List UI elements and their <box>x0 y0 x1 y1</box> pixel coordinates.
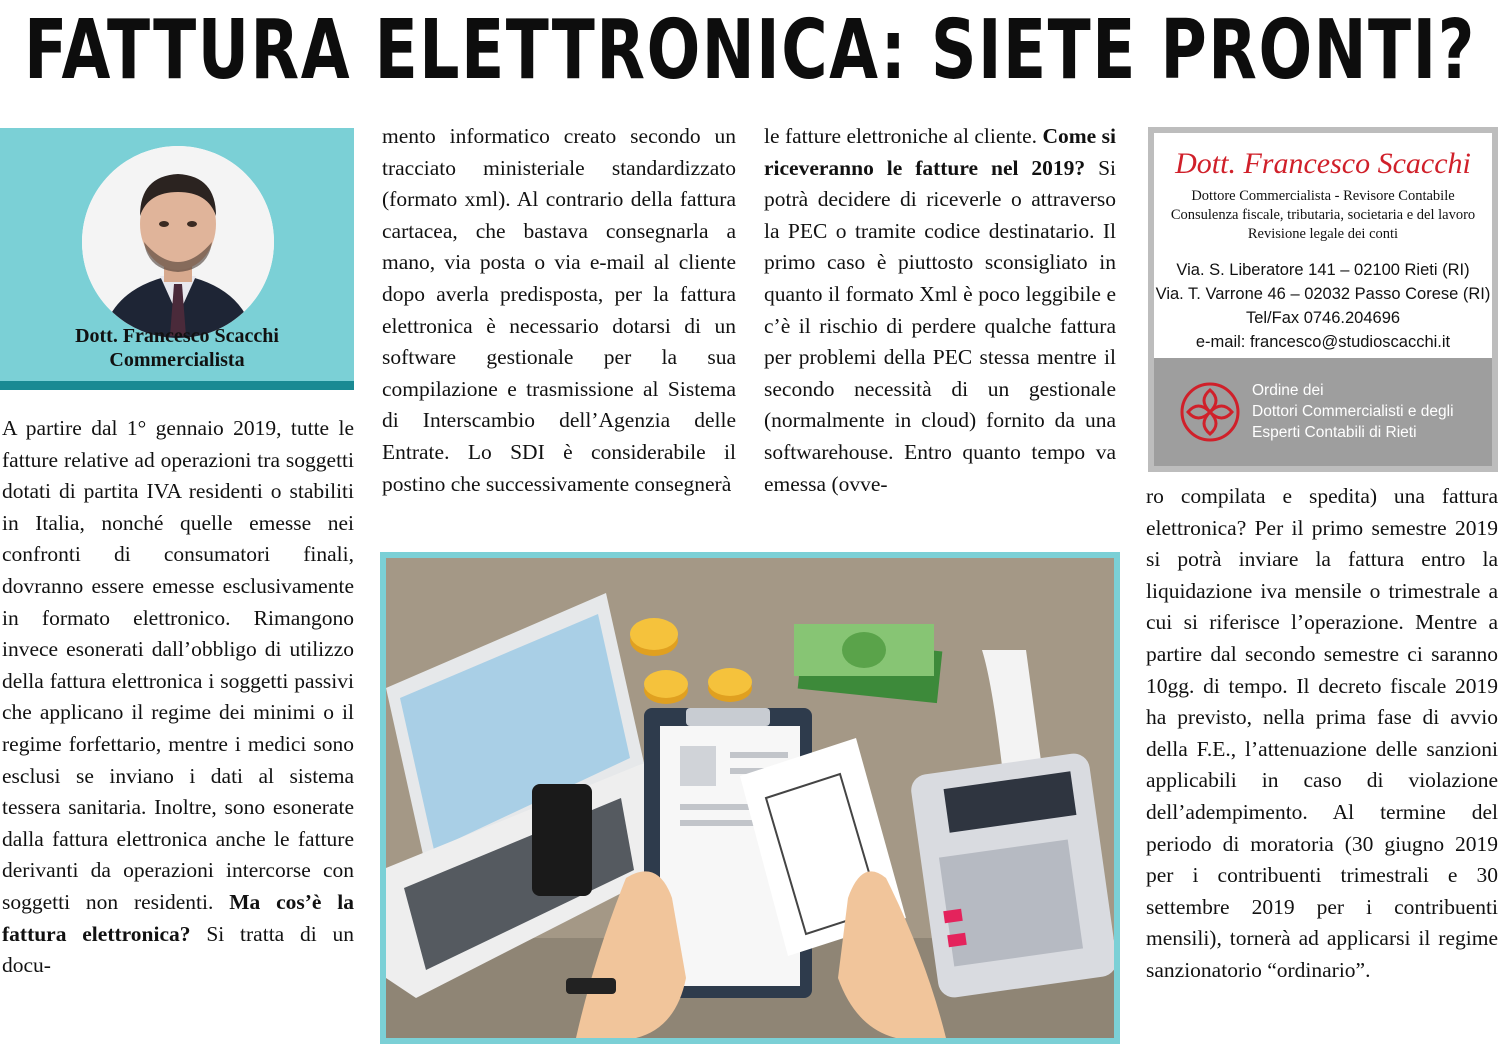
card-role-2: Consulenza fiscale, tributaria, societaria e del lavoro <box>1170 207 1476 223</box>
card-role-3: Revisione legale dei conti <box>1247 226 1399 242</box>
author-box <box>0 128 354 390</box>
column-1 <box>2 413 354 982</box>
col3-question: Come si riceveranno le fatture nel 2019? <box>764 124 1117 180</box>
card-contacts <box>1154 258 1492 354</box>
col1-text-end: Si tratta di un docu- <box>2 921 355 978</box>
order-line-1: Ordine dei <box>1252 382 1324 399</box>
watch-icon <box>566 978 616 994</box>
headline: FATTURA ELETTRONICA: SIETE PRONTI? <box>24 2 1476 98</box>
order-logo-icon <box>1178 380 1242 444</box>
card-phone: Tel/Fax 0746.204696 <box>1245 309 1401 327</box>
col3-text-end: Si potrà decidere di riceverle o attraverso la PEC o tramite codice destinatario. Il primo caso è piuttosto sconsigliato in quanto il formato Xml è poco leggibile e c’è il rischio di perdere qualche fattura per problemi della PEC stessa mentre il secondo necessità di un gestionale (normalmente in cloud) fornito da una softwarehouse. Entro quanto tempo va emessa (ovve- <box>764 155 1116 496</box>
order-line-2: Dottori Commercialisti e degli <box>1252 403 1454 420</box>
phone-icon <box>532 784 592 896</box>
card-role-1: Dottore Commercialista - Revisore Contabile <box>1191 188 1455 204</box>
calculator-icon <box>909 752 1114 1000</box>
column-4 <box>1146 481 1498 987</box>
card-footer <box>1154 358 1492 466</box>
column-2 <box>382 121 736 500</box>
card-address-2: Via. T. Varrone 46 – 02032 Passo Corese (RI) <box>1155 285 1491 303</box>
author-name <box>0 324 354 372</box>
column-3 <box>764 121 1116 500</box>
card-name: Dott. Francesco Scacchi <box>1175 147 1471 180</box>
card-roles <box>1154 187 1492 244</box>
col4-text: ro compilata e spedita) una fattura elettronica? Per il primo semestre 2019 si potrà inviare la fattura entro la liquidazione iva mensile o trimestrale a cui si riferisce l’operazione. Mentre a partire dal secondo semestre ci saranno 10gg. di tempo. Il decreto fiscale 2019 ha previsto, nella prima fase di avvio della F.E., l’attenuazione delle sanzioni applicabili in caso di violazione dell’adempimento. Al termine del periodo di moratoria (30 giugno 2019 per i contribuenti trimestrali e 30 settembre 2019 per i contribuenti mensili), tornerà ad applicarsi il regime sanzionatorio “ordinario”. <box>1146 484 1498 982</box>
desk-illustration <box>380 552 1120 1044</box>
col1-text: A partire dal 1° gennaio 2019, tutte le fatture relative ad operazioni tra soggetti dotati di partita IVA residenti o stabiliti in Italia, nonché quelle emesse nei confronti di consumatori finali, dovranno essere emesse esclusivamente in formato elettronico. Rimangono invece esonerati dall’obbligo di utilizzo della fattura elettronica i soggetti passivi che applicano il regime dei minimi o il regime forfettario, mentre i medici sono esclusi se inviano i dati al sistema tessera sanitaria. Inoltre, sono esonerate dalla fattura elettronica anche le fatture derivanti da operazioni intercorse con soggetti non residenti. <box>2 416 354 914</box>
card-email[interactable]: e-mail: francesco@studioscacchi.it <box>1195 333 1451 351</box>
col1-question: Ma cos’è la fattura elettronica? <box>2 889 354 946</box>
order-text <box>1252 380 1454 443</box>
author-name-line: Dott. Francesco Scacchi <box>75 325 279 347</box>
author-role-line: Commercialista <box>109 349 245 371</box>
col2-text: mento informatico creato secondo un tracciato ministeriale standardizzato (formato xml). Al contrario della fattura cartacea, che bastava consegnarla a mano, via posta o via e-mail al cliente dopo averla predisposta, per la fattura elettronica è necessario dotarsi di un software gestionale per la sua compilazione e trasmissione al Sistema di Interscambio dell’Agenzia delle Entrate. Lo SDI è considerabile il postino che successivamente consegnerà <box>382 124 736 496</box>
author-box-strip <box>0 381 354 390</box>
business-card <box>1148 127 1498 472</box>
author-photo <box>82 146 274 338</box>
col3-text: le fatture elettroniche al cliente. <box>764 124 1038 148</box>
card-address-1: Via. S. Liberatore 141 – 02100 Rieti (RI) <box>1176 261 1470 279</box>
order-line-3: Esperti Contabili di Rieti <box>1252 424 1417 441</box>
